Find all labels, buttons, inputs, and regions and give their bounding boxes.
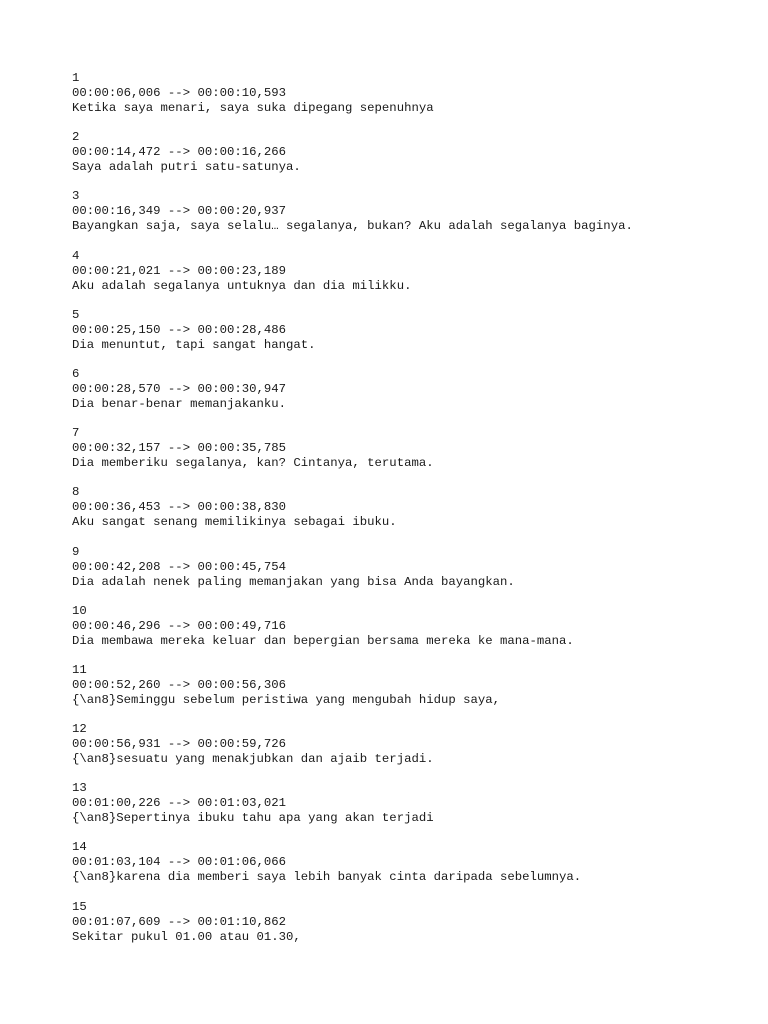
- subtitle-cue: [72, 130, 752, 175]
- subtitle-cue: [72, 781, 752, 826]
- cue-timing: 00:00:52,260 --> 00:00:56,306: [72, 677, 287, 692]
- subtitle-cue: [72, 367, 752, 412]
- cue-timing: 00:01:03,104 --> 00:01:06,066: [72, 855, 287, 870]
- cue-index: 5: [72, 307, 80, 322]
- cue-index: 12: [72, 722, 87, 737]
- cue-index: 3: [72, 189, 80, 204]
- subtitle-cue: [72, 840, 752, 885]
- cue-timing: 00:00:42,208 --> 00:00:45,754: [72, 559, 287, 574]
- cue-text: Bayangkan saja, saya selalu… segalanya, bukan? Aku adalah segalanya baginya.: [72, 219, 633, 234]
- cue-timing: 00:01:07,609 --> 00:01:10,862: [72, 914, 287, 929]
- cue-text: {\an8}karena dia memberi saya lebih banyak cinta daripada sebelumnya.: [72, 870, 582, 885]
- cue-index: 11: [72, 662, 87, 677]
- cue-text: Dia benar-benar memanjakanku.: [72, 396, 287, 411]
- cue-index: 14: [72, 840, 87, 855]
- cue-index: 15: [72, 899, 87, 914]
- subtitle-cue: [72, 308, 752, 353]
- cue-text: Aku adalah segalanya untuknya dan dia milikku.: [72, 278, 412, 293]
- cue-text: Ketika saya menari, saya suka dipegang sepenuhnya: [72, 101, 434, 115]
- cue-text: Sekitar pukul 01.00 atau 01.30,: [72, 929, 301, 944]
- cue-timing: 00:00:28,570 --> 00:00:30,947: [72, 381, 287, 396]
- cue-text: Saya adalah putri satu-satunya.: [72, 160, 301, 175]
- subtitle-cue: [72, 249, 752, 294]
- cue-timing: 00:00:16,349 --> 00:00:20,937: [72, 204, 287, 219]
- cue-index: 6: [72, 366, 80, 381]
- cue-index: 7: [72, 426, 80, 441]
- subtitle-cue: [72, 604, 752, 649]
- cue-text: {\an8}Sepertinya ibuku tahu apa yang akan terjadi: [72, 811, 434, 826]
- subtitle-cue: [72, 545, 752, 590]
- subtitle-cue: [72, 722, 752, 767]
- cue-index: 13: [72, 781, 87, 796]
- cue-text: Dia membawa mereka keluar dan bepergian bersama mereka ke mana-mana.: [72, 633, 574, 648]
- subtitle-cue: [72, 189, 752, 234]
- cue-timing: 00:00:46,296 --> 00:00:49,716: [72, 618, 287, 633]
- cue-index: 1: [72, 71, 80, 85]
- cue-timing: 00:00:06,006 --> 00:00:10,593: [72, 86, 287, 100]
- cue-text: Aku sangat senang memilikinya sebagai ibuku.: [72, 515, 397, 530]
- cue-text: {\an8}Seminggu sebelum peristiwa yang mengubah hidup saya,: [72, 692, 501, 707]
- cue-timing: 00:01:00,226 --> 00:01:03,021: [72, 796, 287, 811]
- cue-index: 2: [72, 130, 80, 145]
- cue-text: Dia menuntut, tapi sangat hangat.: [72, 337, 316, 352]
- subtitle-cue: [72, 485, 752, 530]
- cue-timing: 00:00:25,150 --> 00:00:28,486: [72, 322, 287, 337]
- cue-text: Dia adalah nenek paling memanjakan yang bisa Anda bayangkan.: [72, 574, 515, 589]
- cue-timing: 00:00:14,472 --> 00:00:16,266: [72, 145, 287, 160]
- cue-index: 4: [72, 248, 80, 263]
- subtitle-cue: [72, 900, 752, 945]
- cue-timing: 00:00:32,157 --> 00:00:35,785: [72, 441, 287, 456]
- subtitle-cue: [72, 71, 752, 116]
- cue-timing: 00:00:36,453 --> 00:00:38,830: [72, 500, 287, 515]
- cue-index: 8: [72, 485, 80, 500]
- subtitle-document: [72, 71, 752, 959]
- cue-text: {\an8}sesuatu yang menakjubkan dan ajaib terjadi.: [72, 752, 434, 767]
- cue-timing: 00:00:56,931 --> 00:00:59,726: [72, 737, 287, 752]
- subtitle-cue: [72, 663, 752, 708]
- cue-text: Dia memberiku segalanya, kan? Cintanya, terutama.: [72, 456, 434, 471]
- cue-index: 10: [72, 603, 87, 618]
- subtitle-cue: [72, 426, 752, 471]
- cue-timing: 00:00:21,021 --> 00:00:23,189: [72, 263, 287, 278]
- cue-index: 9: [72, 544, 80, 559]
